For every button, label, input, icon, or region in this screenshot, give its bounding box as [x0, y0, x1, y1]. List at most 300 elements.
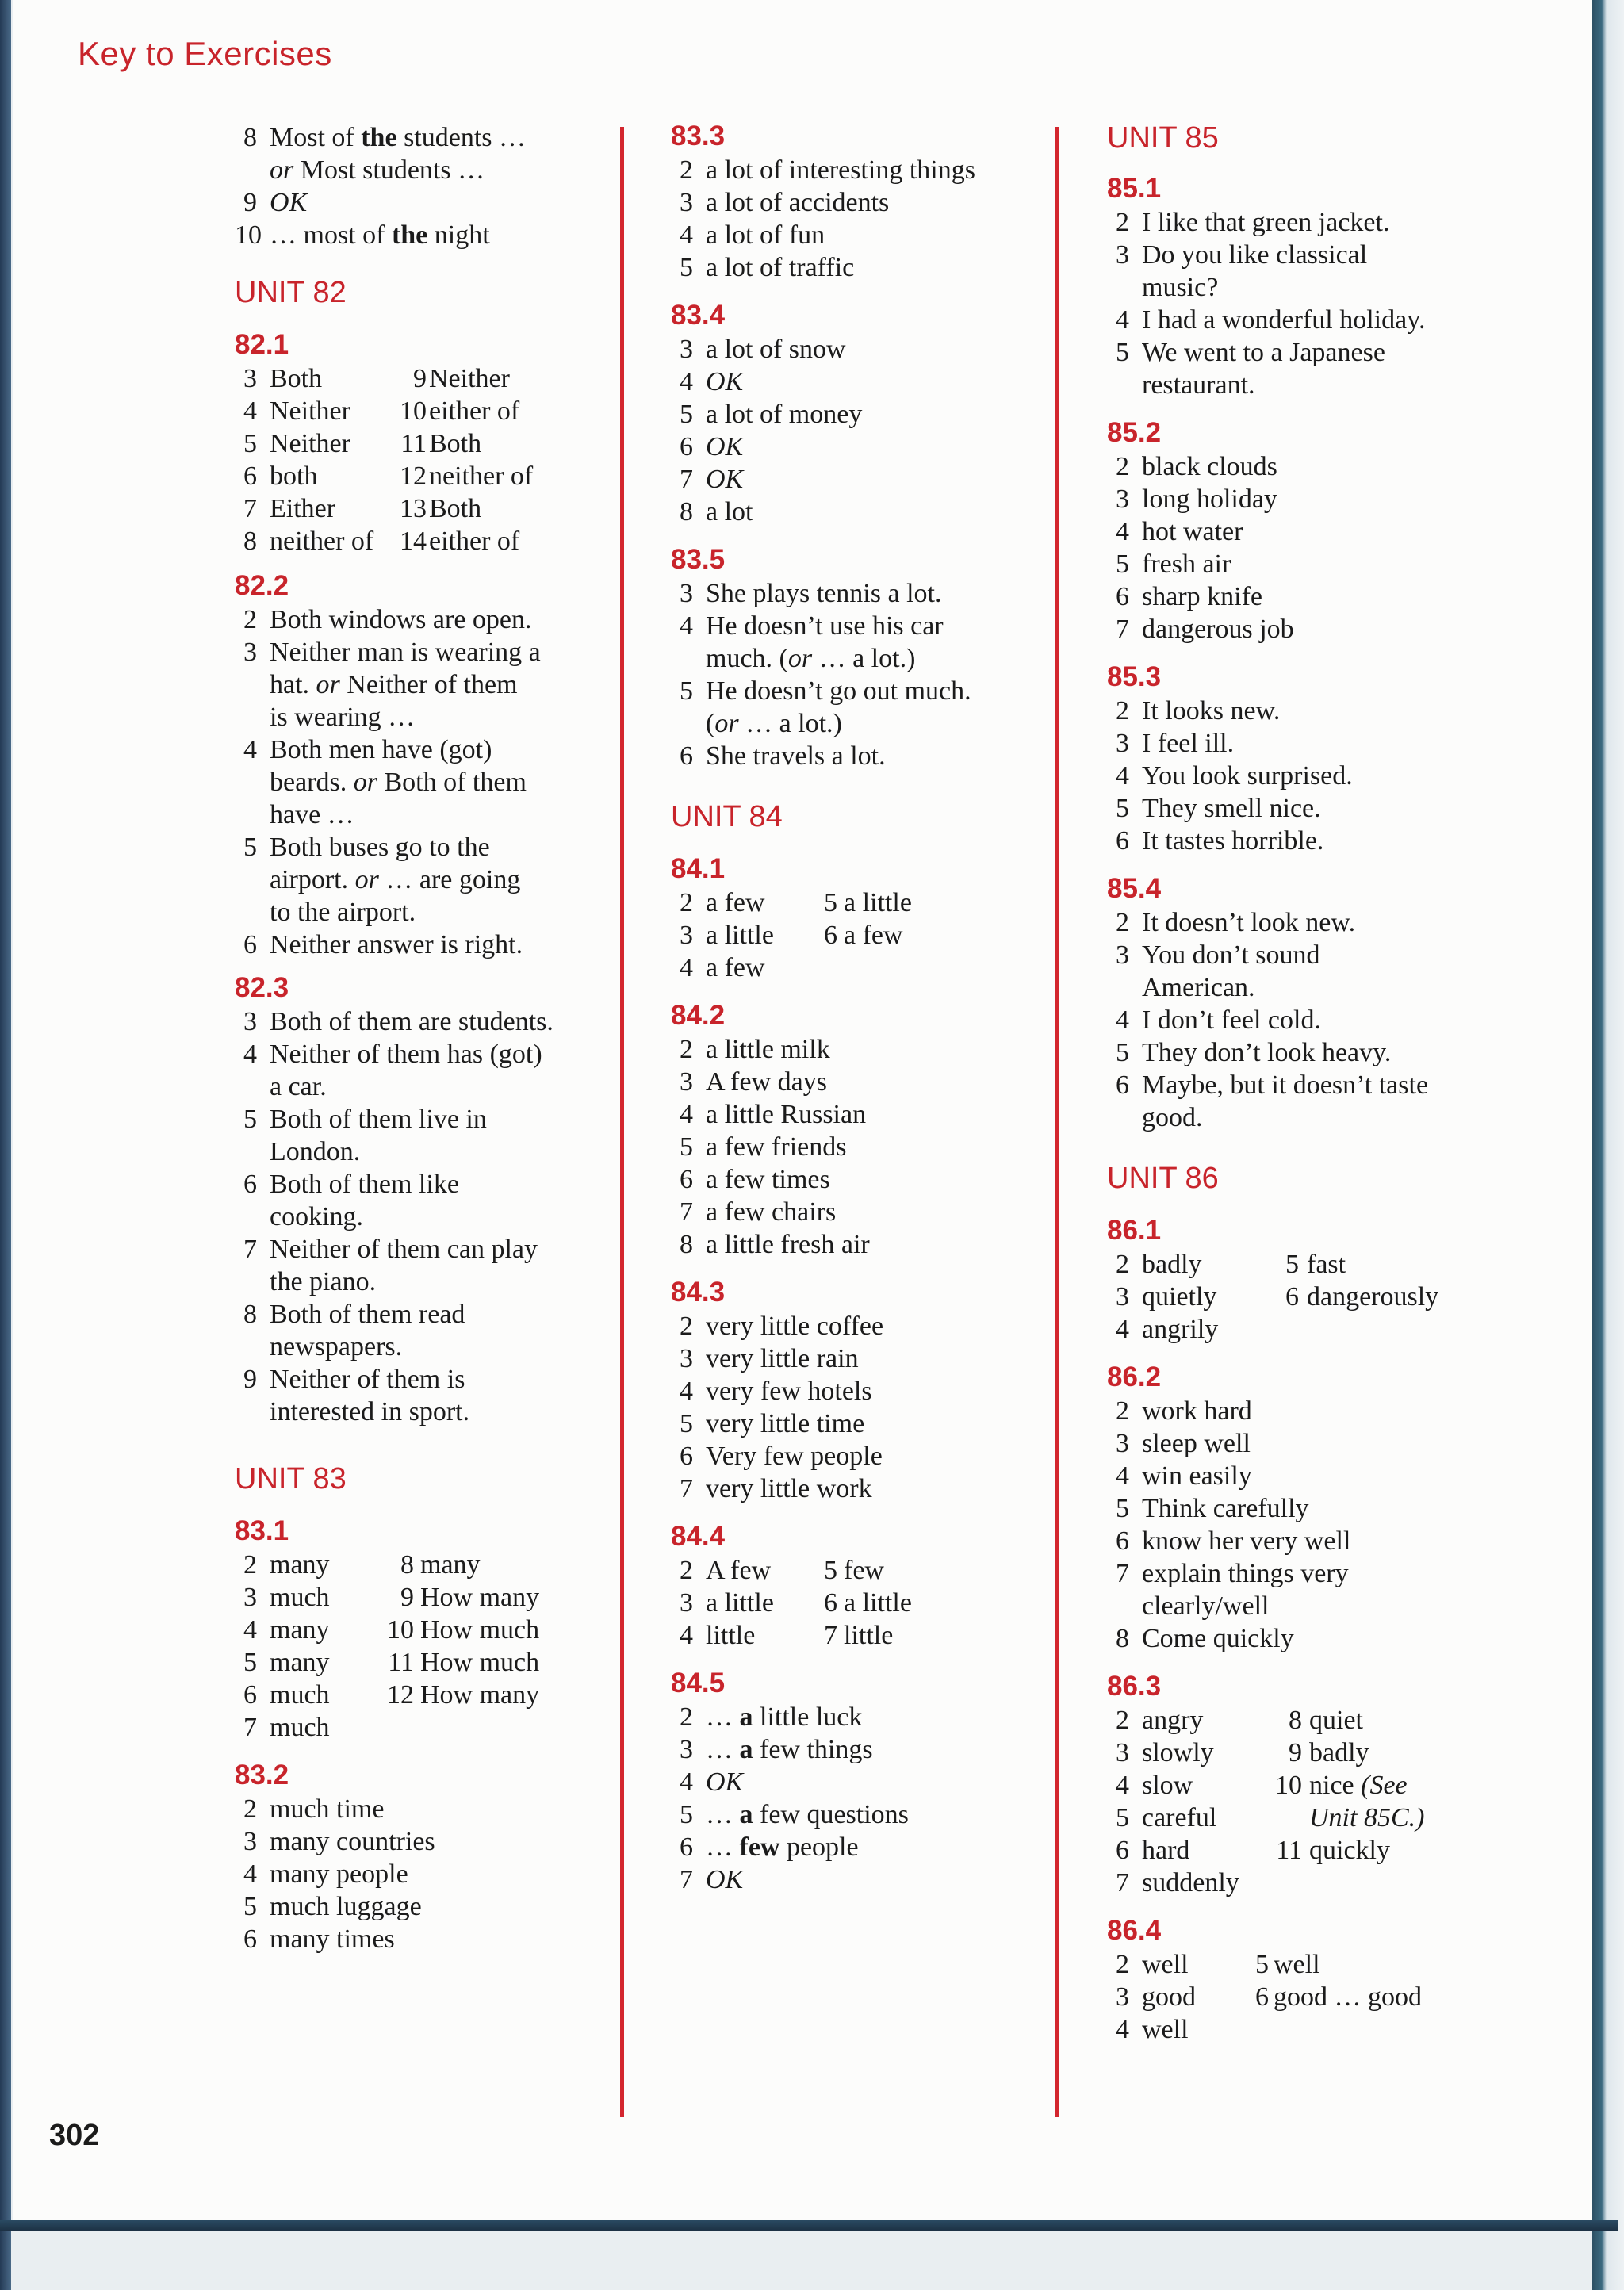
answer-text: [1142, 483, 1277, 515]
answer-text-part: It tastes horrible.: [1142, 826, 1324, 856]
answer-number: 7: [243, 1235, 257, 1264]
answer-text-part: a few chairs: [706, 1197, 837, 1227]
answer-text-part: I like that green jacket.: [1142, 208, 1390, 237]
answer-text: [1142, 336, 1385, 369]
answer-line: [235, 1396, 607, 1428]
answer-line: [671, 1131, 1044, 1163]
answer-text-part: I feel ill.: [1142, 729, 1235, 758]
answer-text: dangerously: [1307, 1282, 1439, 1312]
answer-number: 8: [243, 527, 257, 556]
answer-line: [235, 1858, 607, 1890]
answer-line: [671, 1733, 1044, 1766]
answer-line: [671, 1472, 1044, 1505]
answer-text: [1142, 1460, 1252, 1492]
answer-text: [1142, 515, 1243, 548]
answer-line: [671, 1163, 1044, 1196]
exercise-82-1-label: 82.1: [235, 329, 289, 360]
answer-text: little: [844, 1621, 894, 1650]
exercise-86-2-answers: [1107, 1395, 1583, 1655]
exercise-86-1-label: 86.1: [1107, 1215, 1162, 1246]
exercise-82-3-answers: [235, 1005, 607, 1428]
answer-number: 3: [1116, 940, 1129, 970]
answer-text-part: …: [706, 1832, 740, 1862]
answer-text: well: [1274, 1950, 1320, 1979]
exercise-82-2-label: 82.2: [235, 570, 289, 601]
answer-number: 9: [243, 188, 257, 217]
answer-line: [235, 1266, 607, 1298]
exercise-84-1-label: 84.1: [671, 853, 726, 884]
answer-text: a little: [844, 888, 912, 917]
answer-text: [1142, 760, 1353, 792]
answer-line: [1107, 971, 1583, 1004]
answer-text-part: much time: [270, 1794, 385, 1824]
answer-text: [1142, 1622, 1294, 1655]
answer-text-part: Both windows are open.: [270, 605, 532, 634]
answer-text: much: [270, 1583, 330, 1612]
answer-text-part: a: [739, 1800, 753, 1829]
answer-number: 2: [680, 155, 693, 185]
answer-text-part: a lot: [706, 497, 753, 527]
answer-line: [235, 1363, 607, 1396]
answer-text-part: … are going: [378, 865, 521, 894]
answer-text-part: a: [739, 1735, 753, 1764]
unit-85-heading: UNIT 85: [1107, 121, 1219, 155]
answer-line: [671, 1228, 1044, 1261]
answer-number: 6: [243, 1170, 257, 1199]
answer-line: [1107, 580, 1583, 613]
answer-text: [270, 1168, 459, 1201]
answer-text: Both: [429, 429, 482, 458]
answer-number: 4: [243, 396, 257, 426]
answer-line: [235, 1825, 607, 1858]
answer-number: 13: [400, 494, 427, 523]
answer-text-part: a few friends: [706, 1132, 847, 1162]
column-rule-left: [620, 127, 624, 2117]
answer-text-part: Both of them are students.: [270, 1007, 553, 1036]
answer-text-part: music?: [1142, 273, 1219, 302]
answer-row: [235, 395, 607, 427]
exercise-84-4-label: 84.4: [671, 1521, 726, 1552]
answer-text: [706, 431, 743, 463]
answer-text: good … good: [1274, 1982, 1422, 2012]
answer-number: 4: [680, 367, 693, 396]
answer-text: [706, 496, 753, 528]
answer-text-part: a lot of fun: [706, 220, 825, 250]
answer-text-part: the: [361, 123, 397, 152]
answer-text: [270, 1858, 408, 1890]
answer-text: little: [706, 1621, 756, 1650]
answer-text-part: is wearing …: [270, 703, 416, 732]
answer-text: [1142, 206, 1389, 239]
answer-row: [671, 952, 1044, 984]
column-rule-right: [1055, 127, 1059, 2117]
answer-text-part: We went to a Japanese: [1142, 338, 1385, 367]
exercise-86-4-label: 86.4: [1107, 1915, 1162, 1946]
unit-83-heading: UNIT 83: [235, 1462, 347, 1495]
answer-line: [235, 1135, 607, 1168]
answer-number: 4: [1116, 1771, 1129, 1800]
answer-number: 3: [680, 921, 693, 950]
answer-number: 5: [1116, 794, 1129, 823]
answer-number: 3: [243, 1583, 257, 1612]
answer-number: 4: [1116, 1461, 1129, 1491]
answer-number: 3: [680, 1344, 693, 1373]
page-right-edge: [1592, 0, 1624, 2290]
answer-text: [1142, 1492, 1309, 1525]
answer-line: [671, 251, 1044, 284]
answer-text: [1142, 450, 1277, 483]
answer-text-part: …: [706, 1800, 740, 1829]
answer-text: [270, 1331, 402, 1363]
answer-number: 12: [400, 461, 427, 491]
answer-line: [671, 431, 1044, 463]
answer-text-part: You look surprised.: [1142, 761, 1353, 791]
answer-row: [1107, 1834, 1583, 1867]
answer-text: How many: [420, 1680, 540, 1710]
answer-number: 10: [235, 220, 262, 250]
answer-text: [270, 701, 415, 733]
answer-line: [671, 1407, 1044, 1440]
answer-line: [1107, 1622, 1583, 1655]
answer-text-part: I had a wonderful holiday.: [1142, 305, 1426, 335]
exercise-85-2-label: 85.2: [1107, 417, 1162, 448]
answer-text: [706, 577, 941, 610]
answer-number: 5: [243, 833, 257, 862]
answer-text: a little: [706, 921, 774, 950]
answer-text-part: a little milk: [706, 1035, 830, 1064]
answer-text-part: A few days: [706, 1067, 827, 1097]
exercise-83-5-label: 83.5: [671, 544, 726, 575]
answer-text: [706, 1733, 873, 1766]
answer-text: [1142, 1101, 1203, 1134]
answer-row: [1107, 1769, 1583, 1802]
answer-text: [270, 668, 518, 701]
exercise-85-4-answers: [1107, 906, 1583, 1134]
answer-text: [706, 642, 915, 675]
answer-text: Neither: [429, 364, 510, 393]
answer-text: [1142, 271, 1218, 304]
answer-text: Neither: [270, 429, 350, 458]
answer-text-part: They smell nice.: [1142, 794, 1321, 823]
answer-text-part: little luck: [753, 1702, 863, 1732]
answer-text-part: …: [706, 1702, 740, 1732]
answer-text: either of: [429, 527, 520, 556]
answer-text-part: Neither of them is: [270, 1365, 465, 1394]
answer-line: [671, 1831, 1044, 1863]
answer-text: [1142, 939, 1320, 971]
answer-row: [235, 1646, 607, 1679]
answer-text: [706, 1375, 872, 1407]
answer-line: [1107, 206, 1583, 239]
answer-text-part: very little time: [706, 1409, 865, 1438]
exercise-84-4-answers: [671, 1554, 1044, 1652]
answer-line: [671, 740, 1044, 772]
answer-row: [671, 1587, 1044, 1619]
answer-text: [706, 1472, 872, 1505]
answer-text-part: a lot of snow: [706, 335, 846, 364]
answer-text-part: She plays tennis a lot.: [706, 579, 942, 608]
answer-line: [235, 636, 607, 668]
answer-number: 5: [824, 888, 837, 917]
answer-text: [706, 1310, 883, 1342]
column-1: [235, 121, 607, 1955]
answer-line: [1107, 1036, 1583, 1069]
answer-text-part: Both of them read: [270, 1300, 465, 1329]
answer-text: [706, 1831, 859, 1863]
answer-text-part: OK: [706, 1865, 744, 1894]
answer-number: 3: [243, 638, 257, 667]
answer-text-part: have …: [270, 800, 354, 829]
answer-line: [1107, 727, 1583, 760]
answer-number: 6: [680, 1832, 693, 1862]
answer-number: 3: [1116, 1282, 1129, 1312]
answer-text: [270, 733, 492, 766]
answer-text-part: explain things very: [1142, 1559, 1349, 1588]
answer-row: [235, 1679, 607, 1711]
answer-text: [270, 186, 307, 219]
answer-line: [671, 366, 1044, 398]
answer-text: [706, 186, 889, 219]
answer-text: nice (See: [1309, 1771, 1408, 1800]
answer-line: [1107, 1069, 1583, 1101]
answer-line: [235, 733, 607, 766]
answer-number: 4: [680, 953, 693, 982]
answer-line: [235, 1233, 607, 1266]
answer-text: [1142, 1427, 1251, 1460]
answer-number: 2: [1116, 1250, 1129, 1279]
answer-text-part: interested in sport.: [270, 1397, 470, 1426]
answer-text: [270, 1233, 538, 1266]
answer-text-part: long holiday: [1142, 484, 1277, 514]
answer-row: [235, 427, 607, 460]
answer-row: [1107, 2013, 1583, 2046]
answer-number: 3: [1116, 484, 1129, 514]
answer-text: [270, 1363, 465, 1396]
answer-number: 5: [1116, 338, 1129, 367]
answer-number: 14: [400, 527, 427, 556]
answer-line: [235, 864, 607, 896]
running-head: Key to Exercises: [78, 35, 332, 72]
answer-text: [270, 1923, 395, 1955]
answer-text-part: She travels a lot.: [706, 741, 886, 771]
answer-text: [706, 251, 854, 284]
answer-line: [671, 186, 1044, 219]
answer-text: [1142, 1590, 1269, 1622]
answer-line: [671, 707, 1044, 740]
answer-line: [1107, 1101, 1583, 1134]
answer-text-part: cooking.: [270, 1202, 364, 1231]
answer-line: [1107, 1525, 1583, 1557]
answer-text: fast: [1307, 1250, 1346, 1279]
answer-text: [1142, 1069, 1428, 1101]
answer-number: 3: [1116, 1429, 1129, 1458]
answer-text: much: [270, 1713, 330, 1742]
answer-text: [706, 1098, 866, 1131]
answer-text: quiet: [1309, 1706, 1363, 1735]
answer-text-part: black clouds: [1142, 452, 1277, 481]
answer-line: [235, 798, 607, 831]
answer-number: 4: [243, 1615, 257, 1645]
answer-text-part: to the airport.: [270, 898, 416, 927]
answer-text-part: or: [354, 865, 379, 894]
answer-line: [671, 463, 1044, 496]
answer-number: 4: [680, 1621, 693, 1650]
answer-number: 5: [680, 676, 693, 706]
answer-line: [1107, 825, 1583, 857]
answer-number: 2: [680, 1312, 693, 1341]
answer-text: [270, 1266, 376, 1298]
answer-text: [270, 1890, 422, 1923]
answer-text-part: much luggage: [270, 1892, 422, 1921]
answer-line: [235, 831, 607, 864]
answer-text-part: clearly/well: [1142, 1591, 1270, 1621]
answer-italic-note: (See: [1361, 1771, 1408, 1800]
answer-number: 7: [243, 494, 257, 523]
answer-text: Both: [429, 494, 482, 523]
answer-text-part: Neither of them can play: [270, 1235, 538, 1264]
exercise-85-4-label: 85.4: [1107, 873, 1162, 904]
answer-text-part: many countries: [270, 1827, 435, 1856]
exercise-85-2-answers: [1107, 450, 1583, 645]
answer-text-part: beards.: [270, 768, 354, 797]
answer-number: 2: [1116, 696, 1129, 726]
answer-line: [671, 1766, 1044, 1798]
answer-text: suddenly: [1142, 1868, 1239, 1897]
answer-text: [706, 1701, 862, 1733]
answer-text-part: Maybe, but it doesn’t taste: [1142, 1070, 1429, 1100]
answer-text: [706, 1066, 827, 1098]
unit-86-heading: UNIT 86: [1107, 1162, 1219, 1195]
answer-text: well: [1142, 1950, 1189, 1979]
answer-number: 2: [1116, 1706, 1129, 1735]
exercise-83-5-answers: [671, 577, 1044, 772]
answer-number: 3: [243, 1007, 257, 1036]
answer-line: [235, 1201, 607, 1233]
answer-text: [270, 603, 532, 636]
answer-text: Neither: [270, 396, 350, 426]
answer-number: 4: [1116, 1315, 1129, 1344]
answer-text: a few: [706, 953, 765, 982]
answer-line: [671, 577, 1044, 610]
answer-number: 6: [1116, 582, 1129, 611]
answer-line: [1107, 1004, 1583, 1036]
answer-row: [1107, 1281, 1583, 1313]
answer-line: [235, 186, 607, 219]
answer-text: many: [270, 1648, 330, 1677]
answer-line: [235, 1038, 607, 1070]
answer-line: [1107, 304, 1583, 336]
answer-number: 4: [680, 1767, 693, 1797]
answer-text: [706, 1033, 830, 1066]
answer-text: [706, 707, 842, 740]
answer-text-part: a little Russian: [706, 1100, 867, 1129]
answer-number: 2: [1116, 452, 1129, 481]
answer-text-part: fresh air: [1142, 550, 1231, 579]
answer-number: 3: [680, 579, 693, 608]
answer-number: 4: [1116, 1005, 1129, 1035]
answer-text-part: London.: [270, 1137, 361, 1166]
answer-text-part: or: [714, 709, 739, 738]
answer-number: 5: [243, 1892, 257, 1921]
answer-text: angry: [1142, 1706, 1204, 1735]
answer-line: [1107, 450, 1583, 483]
answer-number: 4: [243, 735, 257, 764]
answer-text: many: [420, 1550, 481, 1580]
answer-text: [1142, 613, 1294, 645]
answer-row: [235, 1581, 607, 1614]
answer-line: [1107, 271, 1583, 304]
answer-number: 3: [680, 1067, 693, 1097]
answer-number: 4: [1116, 2015, 1129, 2044]
exercise-84-1-answers: [671, 887, 1044, 984]
answer-text-part: OK: [706, 1767, 744, 1797]
answer-row: [235, 1711, 607, 1744]
answer-text: well: [1142, 2015, 1189, 2044]
unit-84-heading: UNIT 84: [671, 800, 783, 833]
answer-text-part: few: [739, 1832, 780, 1862]
answer-number: 7: [243, 1713, 257, 1742]
answer-text-part: few things: [753, 1735, 873, 1764]
answer-number: 7: [1116, 1559, 1129, 1588]
answer-number: 2: [680, 1702, 693, 1732]
answer-number: 4: [1116, 517, 1129, 546]
answer-number: 4: [680, 1377, 693, 1406]
answer-text: careful: [1142, 1803, 1217, 1832]
column-3: [1107, 119, 1583, 2046]
answer-text: [706, 1228, 870, 1261]
answer-text-part: … a lot.): [812, 644, 916, 673]
answer-number: 5: [1116, 550, 1129, 579]
exercise-85-3-answers: [1107, 695, 1583, 857]
answer-text: [270, 1298, 465, 1331]
answer-number: 7: [680, 1865, 693, 1894]
answer-line: [235, 1070, 607, 1103]
unit-82-heading: UNIT 82: [235, 276, 347, 309]
answer-number: 10: [400, 396, 427, 426]
answer-number: 3: [680, 335, 693, 364]
answer-line: [671, 1798, 1044, 1831]
answer-text-part: work hard: [1142, 1396, 1252, 1426]
answer-text: [270, 1103, 487, 1135]
answer-line: [235, 668, 607, 701]
answer-number: 6: [243, 1680, 257, 1710]
answer-text: many: [270, 1550, 330, 1580]
answer-text: [706, 366, 743, 398]
answer-text-part: He doesn’t use his car: [706, 611, 944, 641]
answer-text-part: Neither of them: [339, 670, 518, 699]
answer-line: [235, 1298, 607, 1331]
answer-text-part: dangerous job: [1142, 615, 1294, 644]
answer-number: 5: [680, 1132, 693, 1162]
answer-line: [235, 603, 607, 636]
list-top-items: [235, 121, 607, 251]
answer-number: 11: [1276, 1836, 1302, 1865]
exercise-86-3-label: 86.3: [1107, 1671, 1162, 1702]
exercise-83-4-answers: [671, 333, 1044, 528]
exercise-82-3-label: 82.3: [235, 972, 289, 1003]
answer-line: [671, 610, 1044, 642]
answer-number: 2: [1116, 1396, 1129, 1426]
answer-line: [1107, 906, 1583, 939]
answer-line: [671, 1375, 1044, 1407]
answer-line: [671, 219, 1044, 251]
answer-text: neither of: [270, 527, 374, 556]
answer-text-part: the: [391, 220, 428, 250]
exercise-83-3-label: 83.3: [671, 121, 726, 151]
answer-text: [1142, 971, 1255, 1004]
answer-text-part: win easily: [1142, 1461, 1252, 1491]
answer-text: [270, 766, 527, 798]
